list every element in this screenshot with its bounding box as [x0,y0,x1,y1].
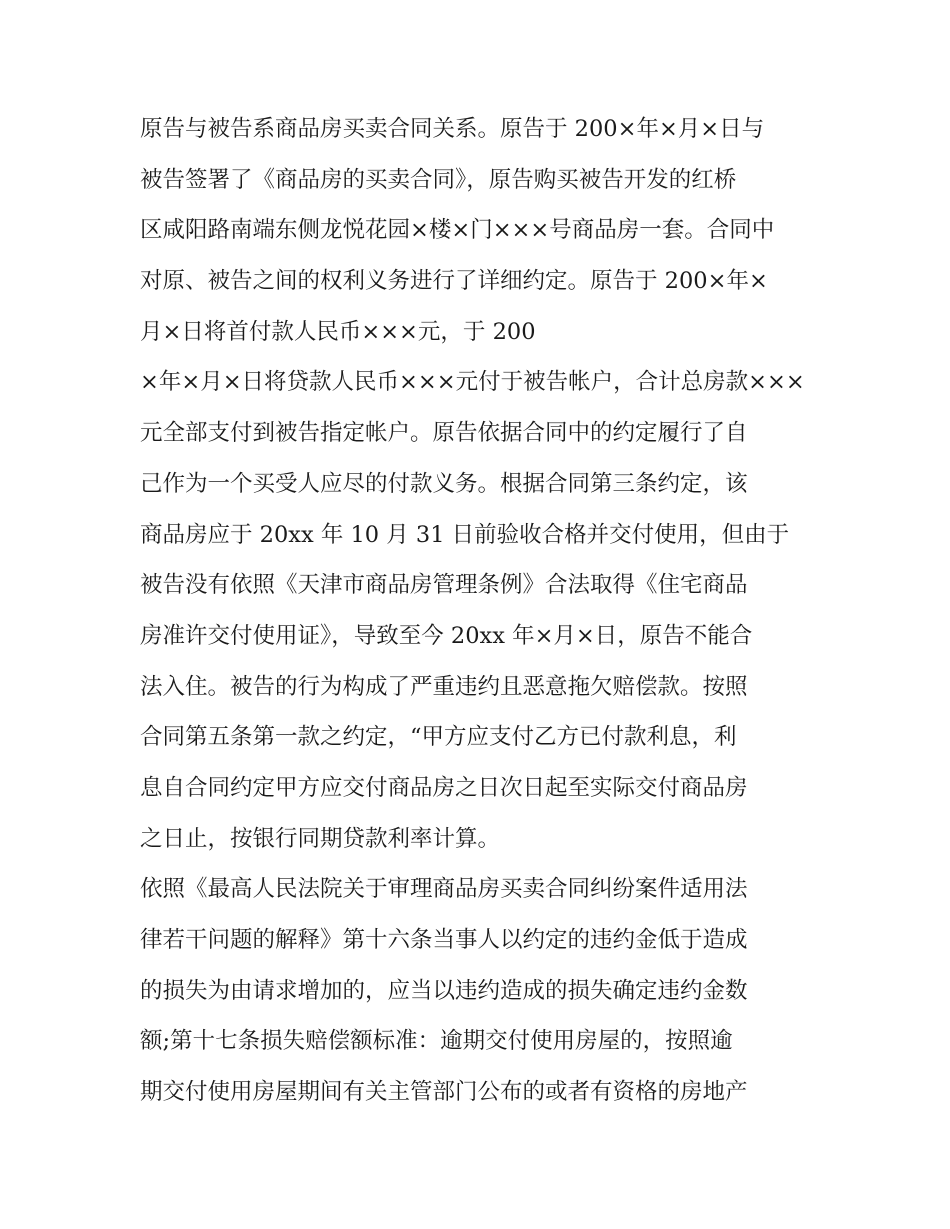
body-text [140,104,820,1118]
text-line: ×年×月×日将贷款人民币×××元付于被告帐户，合计总房款××× [140,369,805,396]
text-line: 己作为一个买受人应尽的付款义务。根据合同第三条约定，该 [140,470,748,497]
text-line: 依照《最高人民法院关于审理商品房买卖合同纠纷案件适用法 [140,876,748,903]
text-line: 合同第五条第一款之约定，“甲方应支付乙方已付款利息，利 [140,724,737,751]
text-line: 被告没有依照《天津市商品房管理条例》合法取得《住宅商品 [140,572,748,599]
text-line: 律若干问题的解释》第十六条当事人以约定的违约金低于造成 [140,927,748,953]
text-line: 额;第十七条损失赔偿额标准：逾期交付使用房屋的，按照逾 [140,1028,733,1055]
text-line: 原告与被告系商品房买卖合同关系。原告于 200×年×月×日与 [140,116,765,142]
text-line: 息自合同约定甲方应交付商品房之日次日起至实际交付商品房 [140,774,748,801]
text-line: 之日止，按银行同期贷款利率计算。 [140,825,501,852]
text-line: 期交付使用房屋期间有关主管部门公布的或者有资格的房地产 [140,1079,748,1106]
text-line: 元全部支付到被告指定帐户。原告依据合同中的约定履行了自 [140,420,748,447]
text-line: 的损失为由请求增加的，应当以违约造成的损失确定违约金数 [140,977,748,1004]
text-line: 法入住。被告的行为构成了严重违约且恶意拖欠赔偿款。按照 [140,673,748,700]
text-line: 被告签署了《商品房的买卖合同》，原告购买被告开发的红桥 [140,166,737,193]
text-line: 房准许交付使用证》，导致至今 20xx 年×月×日，原告不能合 [140,622,753,649]
text-line: 月×日将首付款人民币×××元，于 200 [140,318,536,345]
text-line: 对原、被告之间的权利义务进行了详细约定。原告于 200×年× [140,268,768,295]
text-line: 商品房应于 20xx 年 10 月 31 日前验收合格并交付使用，但由于 [140,521,790,548]
text-line: 区咸阳路南端东侧龙悦花园×楼×门×××号商品房一套。合同中 [140,217,775,244]
